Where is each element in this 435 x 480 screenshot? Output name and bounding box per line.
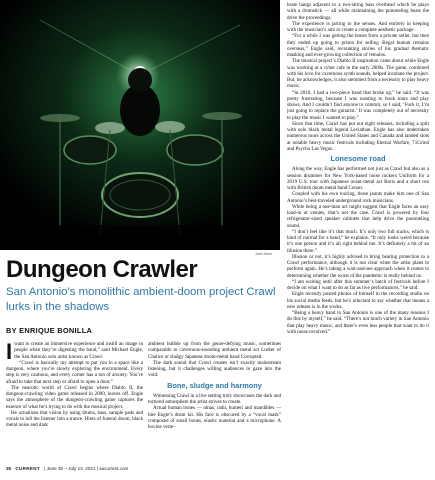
article-byline: BY ENRIQUE BONILLA [6, 326, 93, 335]
body-paragraph: ambient bubble up from the genre-defying music, sometimes comparable to cavernous-sounding ambient metal act Lurker of Chalice or sludgy Japanese doom-metal band Corrupted. [148, 341, 281, 360]
body-paragraph: Coupled with his own touring, those jaunts make him one of San Antonio’s best-traveled underground rock musicians. [287, 191, 429, 204]
body-paragraph: Actual human bones — ulnas, radii, humeri and mandibles — line Engle’s drum kit. His face is obscured by a “vocal mask” composed of small bones, elastic material and a microphone. A bovine verte- [148, 405, 281, 430]
section-subhead: Lonesome road [330, 154, 386, 163]
body-column-3 [287, 2, 429, 335]
section-subhead: Bone, sludge and harmony [167, 380, 262, 390]
concert-photo [0, 0, 280, 250]
body-paragraph: “In 2010, I had a two-piece band that broke up,” he said. “It was pretty frustrating, because I was wanting to book tours and play shows. And I couldn’t find anyone to commit, so I said, ‘Fuck it, I’m just going to replace the guitarist.’ It was completely out of necessity to play the music I wanted to play.” [287, 89, 429, 121]
body-paragraph: Witnessing Crawl in a live setting truly showcases the dark and tortured atmosphere the artist strives to create. [148, 392, 281, 405]
body-paragraph: brate hangs adjacent to a two-string bass overhead which he plays with a drumstick — all while maintaining the pummeling beats the drive the proceedings. [287, 2, 429, 21]
page-number: 26 [6, 466, 12, 471]
body-paragraph: Engle recently posted photos of himself in the recording studio on his social media feeds, but he’s reluctant to say whether that means a new release is in the works. [287, 291, 429, 310]
body-paragraph: The experience is jarring to the senses. And entirely in keeping with the musician’s aim to create a complete aesthetic package. [287, 20, 429, 33]
article-deck: San Antonio’s monolithic ambient-doom project Crawl lurks in the shadows [6, 286, 276, 313]
body-paragraph: The musical project’s Diablo II inspiration came about while Engle was working at a cyber cafe in the early 2000s. The game, combined with his love for cavernous synth sounds, helped incubate the project. But, he acknowledges, it also stemmed from a necessity to play heavy music. [287, 58, 429, 90]
body-paragraph: “For a while I was getting the bones from a private seller, but then they ended up going to prison for selling illegal human remains overseas,” Engle said, recounting stories of his gradual thematic masking and ever-growing collection of remains. [287, 33, 429, 58]
publication-name: CURRENT [15, 466, 40, 471]
body-paragraph: “Crawl is basically my attempt to put you in a space like a dungeon, where you’re slowly exploring the environment. Every step is very cautious, and every corner has a ton of anxiety. You’re afraid to take that next step or afraid to open a door.” [6, 359, 143, 385]
drop-cap: I [6, 339, 13, 364]
body-column-1 [6, 341, 143, 429]
body-paragraph: “I am waiting until after this summer’s batch of festivals before I decide on what I want to do as far as live performances,” he said. [287, 278, 429, 291]
body-paragraph: The neurotic world of Crawl begins where Diablo II, the dungeon-crawling video game released in 2000, leaves off. Engle says the atmosphere of the dungeon-crawling game captures the essence of what he’s trying to do with the musical project. [6, 384, 143, 410]
photo-credit: Josh Huke [255, 252, 272, 256]
body-paragraph: Along the way, Engle has performed not just as Crawl but also as a session drummer for New York-based noise rockers Uniform for a 2019 U.S. tour with Japanese avant-metal act Boris and a short run with British doom metal band Conan. [287, 166, 429, 191]
body-paragraph: Since that time, Crawl has put out eight releases, including a split with solo black metal legend Leviathan. Engle has also undertaken numerous tours across the United States and Canada and landed slots at notable heavy music festivals including Eternal Warfare, 71Grind and Psycho Las Vegas. [287, 120, 429, 152]
body-column-2 [148, 341, 281, 430]
page-footer [6, 466, 128, 471]
body-paragraph: “I don’t feel like it’s that much. It’s only two full stacks, which is kind of normal for a band,” he explains. “It only looks weird because it’s one person and it’s all right behind me. It’s definitely a bit of an illusion there.” [287, 228, 429, 254]
article-headline: Dungeon Crawler [6, 256, 198, 283]
body-paragraph: “Being a heavy band in San Antonio is one of the many reasons I do this by myself,” he said. “There’s not much variety in San Antonio that play heavy music, and there’s even less people that want to do it with noise involved.” [287, 310, 429, 335]
body-paragraph: The dark sound that Crawl creates isn’t exactly mainstream listening, but it challenges willing audiences to gaze into the void. [148, 359, 281, 379]
body-paragraph: He actualizes that vision by using drums, bass, sample pads and vocals to lull the listener into a trance. Hints of funeral doom, black metal noise and dark [6, 409, 143, 429]
body-paragraph: While being a one-man act might suggest that Engle faces an easy load-in at venues, that’s not the case. Crawl is powered by four refrigerator-sized speaker cabinets that help drive the pummeling sound. [287, 203, 429, 229]
body-paragraph: Iwant to create an immersive experience and instill an image in people when they’re digesting the band,” said Michael Engle, the San Antonio solo artist known as Crawl. [6, 339, 143, 364]
issue-info: | June 30 – July 13, 2021 | sacurrent.com [44, 466, 129, 471]
body-paragraph: Illusion or not, it’s highly advised to bring hearing protection to a Crawl performance, although it is not clear when the artist plans to perform again. He’s taking a wait-and-see approach when it comes to determining whether the worst of the pandemic is really behind us. [287, 253, 429, 279]
